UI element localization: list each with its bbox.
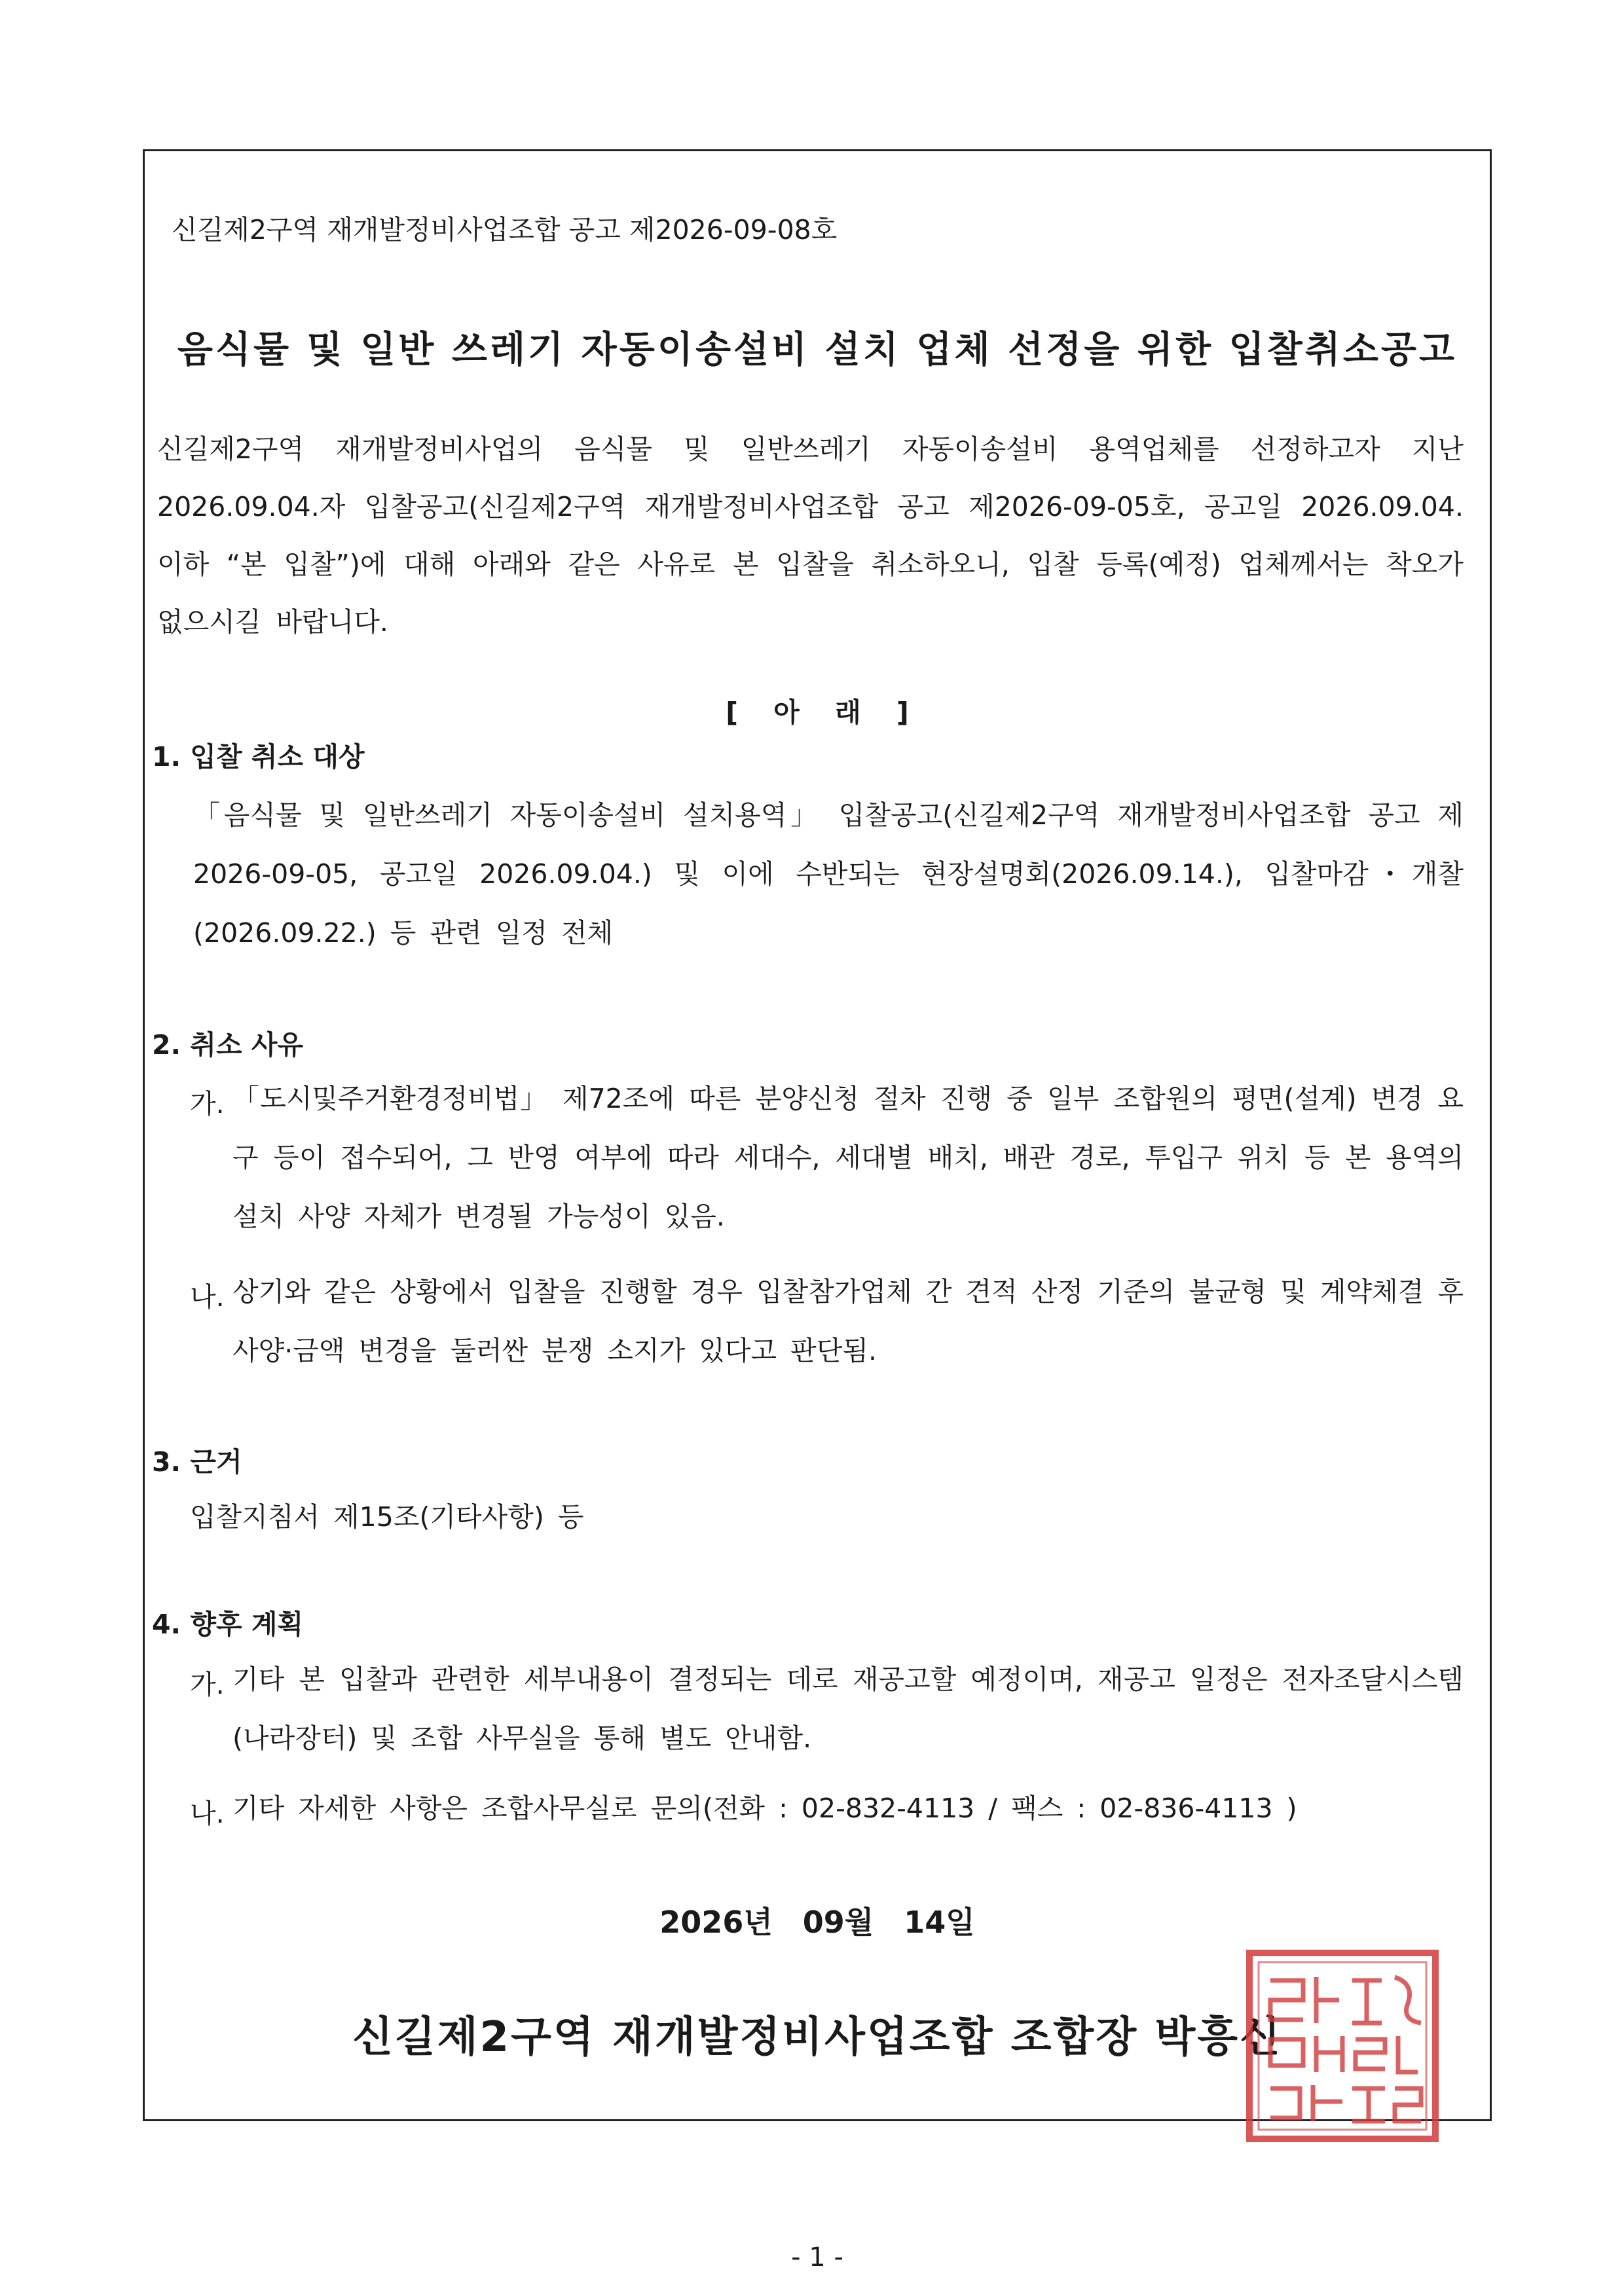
section-1-body: 「음식물 및 일반쓰레기 자동이송설비 설치용역」 입찰공고(신길제2구역 재개발정비사업조합 공고 제2026-09-05, 공고일 2026.09.04.) 및 이에 수반되는 현장설명회(2026.09.14.), 입찰마감・개찰(2026.09.22.) 등 관련 일정 전체 xyxy=(193,799,1464,949)
document-title: 음식물 및 일반 쓰레기 자동이송설비 설치 업체 선정을 위한 입찰취소공고 xyxy=(177,329,1458,371)
section-4-item-a-label: 가. xyxy=(190,1669,225,1700)
official-seal xyxy=(1244,1948,1441,2144)
section-2-item-b-text: 상기와 같은 상황에서 입찰을 진행할 경우 입찰참가업체 간 견적 산정 기준의 불균형 및 계약체결 후 사양·금액 변경을 둘러싼 분쟁 소지가 있다고 판단됨. xyxy=(232,1276,1464,1366)
section-2-item-a-text: 「도시및주거환경정비법」 제72조에 따른 분양신청 절차 진행 중 일부 조합원의 평면(설계) 변경 요구 등이 접수되어, 그 반영 여부에 따라 세대수, 세대별 배치, 배관 경로, 투입구 위치 등 본 용역의 설치 사양 자체가 변경될 가능성이 있음. xyxy=(232,1083,1464,1232)
section-4-item-b-label: 나. xyxy=(190,1798,225,1829)
page-number: - 1 - xyxy=(791,2242,843,2272)
signature-line: 신길제2구역 재개발정비사업조합 조합장 박흥신 xyxy=(352,2013,1282,2062)
section-1-heading: 1. 입찰 취소 대상 xyxy=(152,741,365,773)
intro-paragraph: 신길제2구역 재개발정비사업의 음식물 및 일반쓰레기 자동이송설비 용역업체를 선정하고자 지난 2026.09.04.자 입찰공고(신길제2구역 재개발정비사업조합 공고 제2026-09-05호, 공고일 2026.09.04. 이하 “본 입찰”)에 대해 아래와 같은 사유로 본 입찰을 취소하오니, 입찰 등록(예정) 업체께서는 착오가 없으시길 바랍니다. xyxy=(157,433,1464,638)
section-4-heading: 4. 향후 계획 xyxy=(152,1609,304,1640)
section-2-item-a-label: 가. xyxy=(190,1088,225,1120)
arae-heading: [ 아 래 ] xyxy=(726,697,909,728)
section-3-body: 입찰지침서 제15조(기타사항) 등 xyxy=(190,1501,584,1533)
section-2-heading: 2. 취소 사유 xyxy=(152,1029,304,1061)
section-3-heading: 3. 근거 xyxy=(152,1446,242,1478)
notice-number: 신길제2구역 재개발정비사업조합 공고 제2026-09-08호 xyxy=(172,214,838,246)
section-4-item-a-text: 기타 본 입찰과 관련한 세부내용이 결정되는 데로 재공고할 예정이며, 재공고 일정은 전자조달시스템(나라장터) 및 조합 사무실을 통해 별도 안내함. xyxy=(232,1664,1464,1754)
section-4-item-b-text: 기타 자세한 사항은 조합사무실로 문의(전화 : 02-832-4113 / 팩스 : 02-836-4113 ) xyxy=(232,1793,1297,1824)
issue-date: 2026년 09월 14일 xyxy=(659,1904,975,1940)
section-2-item-b-label: 나. xyxy=(190,1281,225,1313)
